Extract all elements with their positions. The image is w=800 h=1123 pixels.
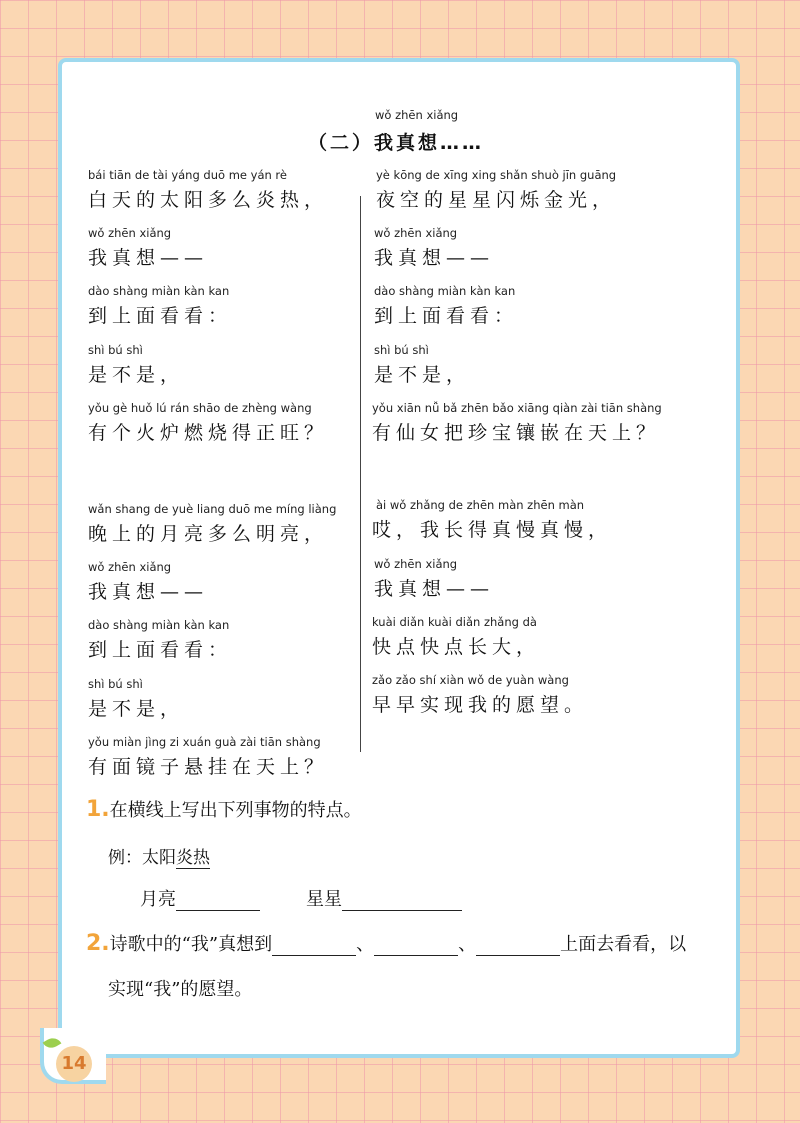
pinyin-line: dào shàng miàn kàn kan	[374, 284, 516, 298]
answer-row-2	[306, 885, 462, 911]
moon-answer-blank[interactable]	[176, 890, 260, 911]
poem-line: 哎，我长得真慢真慢，	[372, 519, 613, 541]
poem-line: 有面镜子悬挂在天上？	[88, 756, 329, 778]
pinyin-line: bái tiān de tài yáng duō me yán rè	[88, 168, 287, 182]
pinyin-line: shì bú shì	[88, 343, 143, 357]
pinyin-line: wǒ zhēn xiǎng	[374, 226, 458, 240]
pinyin-line: kuài diǎn kuài diǎn zhǎng dà	[372, 615, 537, 629]
poem-line: 夜空的星星闪烁金光，	[376, 189, 617, 211]
poem-line: 是不是，	[374, 364, 471, 386]
pinyin-line: yè kōng de xīng xing shǎn shuò jīn guāng	[376, 168, 617, 182]
poem-line: 我真想——	[88, 581, 209, 603]
answer-blank-2[interactable]	[374, 935, 458, 956]
question-text-a: 诗歌中的“我”真想到	[109, 934, 273, 955]
question-text: 在横线上写出下列事物的特点。	[109, 800, 362, 821]
question-text-c: 实现“我”的愿望。	[108, 979, 253, 1000]
poem-line: 我真想——	[88, 247, 209, 269]
answer-blank-3[interactable]	[476, 935, 560, 956]
poem-line: 快点快点长大，	[372, 636, 541, 658]
separator: 、	[356, 934, 375, 955]
question-number: 1.	[86, 797, 110, 822]
poem-line: 晚上的月亮多么明亮，	[88, 523, 329, 545]
column-divider	[360, 196, 361, 752]
pinyin-line: wǒ zhēn xiǎng	[374, 557, 458, 571]
poem-line: 我真想——	[374, 578, 495, 600]
poem-line: 我真想——	[374, 247, 495, 269]
pinyin-line: wǒ zhēn xiǎng	[88, 226, 172, 240]
item-moon-label: 月亮	[140, 889, 176, 910]
pinyin-line: zǎo zǎo shí xiàn wǒ de yuàn wàng	[372, 673, 569, 687]
poem-line: 到上面看看：	[88, 305, 233, 327]
page-title: （二）我真想……	[308, 132, 485, 154]
poem-line: 有仙女把珍宝镶嵌在天上？	[372, 422, 661, 444]
pinyin-line: ài wǒ zhǎng de zhēn màn zhēn màn	[376, 498, 585, 512]
question-number: 2.	[86, 931, 110, 956]
pinyin-line: wǒ zhēn xiǎng	[88, 560, 172, 574]
pinyin-line: dào shàng miàn kàn kan	[88, 618, 230, 632]
poem-line: 白天的太阳多么炎热，	[88, 189, 329, 211]
poem-line: 是不是，	[88, 364, 185, 386]
page-number: 14	[56, 1046, 92, 1082]
separator: 、	[458, 934, 477, 955]
answer-blank-1[interactable]	[272, 935, 356, 956]
poem-line: 到上面看看：	[88, 639, 233, 661]
pinyin-line: wǎn shang de yuè liang duō me míng liàng	[88, 502, 337, 516]
item-star-label: 星星	[306, 889, 342, 910]
example-line	[108, 843, 210, 868]
example-answer: 炎热	[176, 848, 210, 868]
question-1	[86, 796, 362, 822]
pinyin-line: yǒu gè huǒ lú rán shāo de zhèng wàng	[88, 401, 312, 415]
poem-line: 有个火炉燃烧得正旺？	[88, 422, 329, 444]
pinyin-line: shì bú shì	[374, 343, 429, 357]
poem-line: 到上面看看：	[374, 305, 519, 327]
pinyin-line: dào shàng miàn kàn kan	[88, 284, 230, 298]
pinyin-line: shì bú shì	[88, 677, 143, 691]
example-prefix: 例：太阳	[108, 848, 176, 868]
star-answer-blank[interactable]	[342, 890, 462, 911]
poem-line: 是不是，	[88, 698, 185, 720]
question-2	[86, 930, 686, 956]
question-text-b: 上面去看看，以	[560, 934, 687, 955]
pinyin-line: yǒu xiān nǚ bǎ zhēn bǎo xiāng qiàn zài tiān shàng	[372, 401, 662, 415]
answer-row-1	[140, 885, 260, 911]
title-pinyin: wǒ zhēn xiǎng	[375, 108, 459, 122]
pinyin-line: yǒu miàn jìng zi xuán guà zài tiān shàng	[88, 735, 321, 749]
poem-line: 早早实现我的愿望。	[372, 694, 589, 716]
